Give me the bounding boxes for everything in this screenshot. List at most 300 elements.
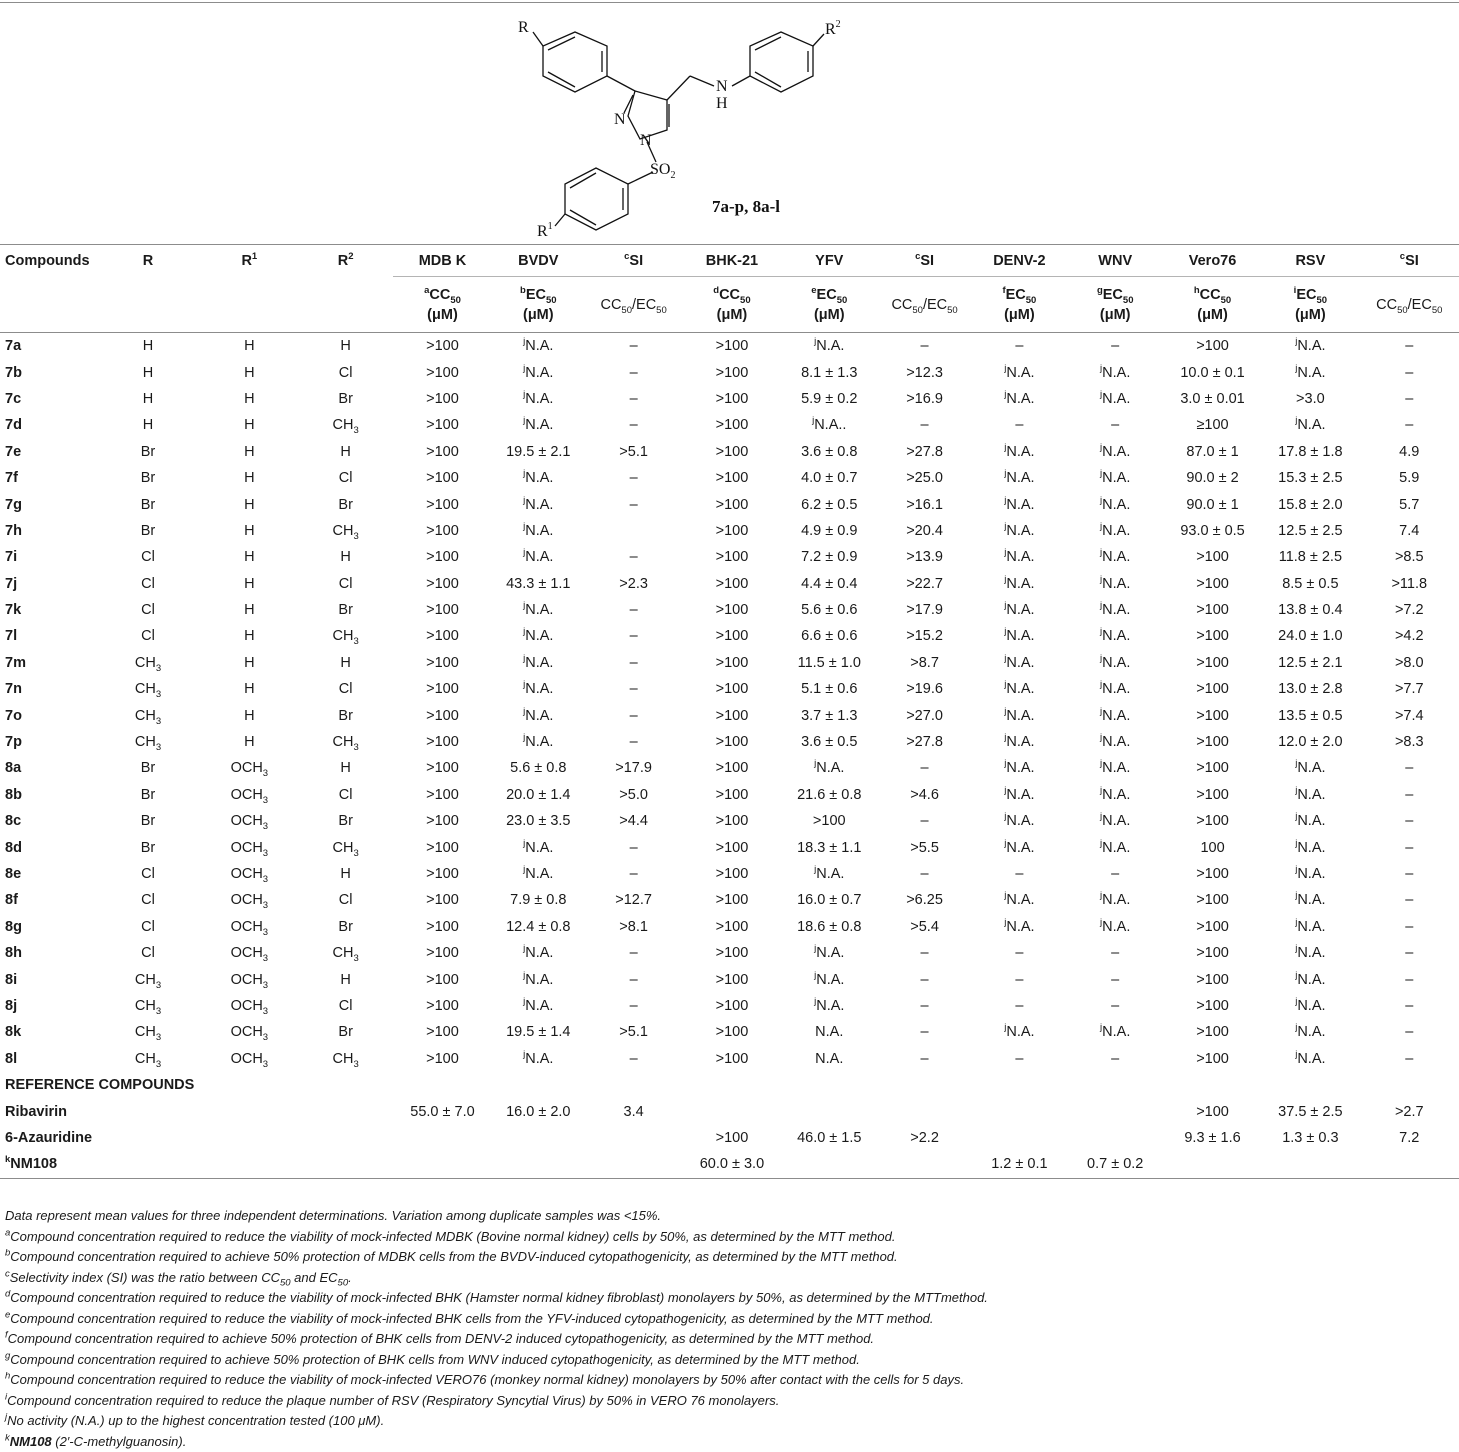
col-wnv: WNV: [1067, 245, 1164, 277]
table-cell: >100: [682, 571, 781, 597]
col-mdbk: MDB K: [393, 245, 491, 277]
atom-nh-h: H: [716, 95, 728, 112]
table-cell: >7.4: [1360, 702, 1459, 728]
table-cell: Br: [95, 465, 200, 491]
compound-id: 8i: [0, 966, 95, 992]
table-cell: $OCH_3$: [201, 914, 298, 940]
table-cell: $CH_3$: [95, 1046, 200, 1072]
table-cell: 3.6 ± 0.8: [782, 439, 877, 465]
atom-n2: N: [614, 111, 626, 128]
table-cell: $OCH_3$: [201, 755, 298, 781]
table-cell: Cl: [95, 861, 200, 887]
table-cell: $^j$N.A.: [1261, 834, 1359, 860]
table-cell: $^j$N.A.: [1261, 333, 1359, 360]
table-cell: $OCH_3$: [201, 1019, 298, 1045]
table-cell: >100: [1164, 1046, 1261, 1072]
table-cell: $^j$N.A.: [1067, 465, 1164, 491]
table-cell: $OCH_3$: [201, 993, 298, 1019]
table-cell: 3.7 ± 1.3: [782, 702, 877, 728]
table-cell: $^j$N.A.: [492, 623, 585, 649]
compound-id: 7o: [0, 702, 95, 728]
table-cell: –: [585, 386, 682, 412]
table-cell: $^j$N.A.: [1067, 914, 1164, 940]
table-cell: >100: [393, 676, 491, 702]
table-cell: [877, 1151, 972, 1178]
table-cell: –: [1360, 1019, 1459, 1045]
table-cell: $^j$N.A.: [782, 755, 877, 781]
table-cell: >100: [1164, 571, 1261, 597]
table-cell: $^j$N.A.: [492, 491, 585, 517]
table-cell: $^j$N.A.: [1261, 993, 1359, 1019]
table-cell: $^j$N.A..: [782, 412, 877, 438]
table-cell: >100: [682, 650, 781, 676]
table-cell: $^j$N.A.: [492, 834, 585, 860]
footnote-i: $^i$Compound concentration required to reduce the plaque number of RSV (Respiratory Syncytial Virus) by 50% in VERO 76 monolayers.: [5, 1391, 1455, 1412]
table-cell: >100: [393, 359, 491, 385]
table-cell: $^j$N.A.: [1261, 1019, 1359, 1045]
table-cell: [1261, 1151, 1359, 1178]
table-cell: 13.8 ± 0.4: [1261, 597, 1359, 623]
table-cell: Cl: [298, 359, 393, 385]
table-cell: –: [1067, 861, 1164, 887]
table-cell: H: [201, 650, 298, 676]
table-cell: >100: [682, 861, 781, 887]
table-cell: >100: [1164, 650, 1261, 676]
table-cell: 13.0 ± 2.8: [1261, 676, 1359, 702]
table-row: [0, 755, 1459, 781]
table-cell: $^j$N.A.: [492, 940, 585, 966]
table-row: [0, 914, 1459, 940]
table-cell: $^j$N.A.: [492, 412, 585, 438]
table-cell: 5.6 ± 0.8: [492, 755, 585, 781]
table-row: [0, 571, 1459, 597]
table-cell: Br: [298, 491, 393, 517]
table-cell: –: [877, 808, 972, 834]
table-cell: >100: [682, 412, 781, 438]
table-cell: $^j$N.A.: [1067, 386, 1164, 412]
table-cell: $^j$N.A.: [492, 650, 585, 676]
footnote-a: $^a$Compound concentration required to reduce the viability of mock-infected MDBK (Bovine normal kidney) cells by 50%, as determined by the MTT method.: [5, 1227, 1455, 1248]
table-cell: 6.2 ± 0.5: [782, 491, 877, 517]
table-cell: 19.5 ± 2.1: [492, 439, 585, 465]
table-cell: >5.1: [585, 439, 682, 465]
table-cell: –: [877, 1019, 972, 1045]
table-cell: >100: [782, 808, 877, 834]
compound-id: 8b: [0, 782, 95, 808]
table-cell: >100: [393, 544, 491, 570]
col-si-1: $^c$SI: [585, 245, 682, 277]
table-cell: –: [585, 676, 682, 702]
table-cell: Cl: [298, 993, 393, 1019]
table-cell: >100: [393, 887, 491, 913]
atom-nh-n: N: [716, 78, 728, 95]
table-cell: $^j$N.A.: [972, 518, 1066, 544]
table-cell: 55.0 ± 7.0: [393, 1098, 491, 1124]
table-row: [0, 702, 1459, 728]
table-cell: H: [201, 544, 298, 570]
table-cell: [393, 1151, 491, 1178]
table-cell: 5.6 ± 0.6: [782, 597, 877, 623]
table-cell: –: [1067, 1046, 1164, 1072]
table-cell: [298, 1151, 393, 1178]
table-cell: [201, 1125, 298, 1151]
table-cell: >2.7: [1360, 1098, 1459, 1124]
table-cell: >8.1: [585, 914, 682, 940]
table-cell: H: [298, 650, 393, 676]
compound-id: 8j: [0, 993, 95, 1019]
table-cell: >100: [393, 729, 491, 755]
compound-id: 7l: [0, 623, 95, 649]
table-cell: $CH_3$: [298, 1046, 393, 1072]
table-cell: $^j$N.A.: [1261, 966, 1359, 992]
table-cell: [585, 1151, 682, 1178]
table-cell: Cl: [298, 782, 393, 808]
table-cell: $^j$N.A.: [492, 1046, 585, 1072]
table-row: [0, 940, 1459, 966]
table-cell: –: [972, 861, 1066, 887]
table-cell: 60.0 ± 3.0: [682, 1151, 781, 1178]
table-cell: $CH_3$: [298, 940, 393, 966]
antiviral-activity-table: [0, 244, 1459, 1179]
table-cell: >100: [393, 597, 491, 623]
table-cell: >100: [1164, 623, 1261, 649]
table-cell: –: [585, 834, 682, 860]
table-cell: $OCH_3$: [201, 887, 298, 913]
table-cell: $^j$N.A.: [972, 808, 1066, 834]
table-row: [0, 386, 1459, 412]
table-cell: Cl: [95, 597, 200, 623]
table-cell: [1164, 1151, 1261, 1178]
table-cell: –: [877, 861, 972, 887]
table-cell: Cl: [95, 544, 200, 570]
table-cell: –: [1360, 333, 1459, 360]
table-cell: $^j$N.A.: [782, 993, 877, 1019]
reference-name: 6-Azauridine: [0, 1125, 95, 1151]
table-cell: [585, 1125, 682, 1151]
table-cell: 4.9 ± 0.9: [782, 518, 877, 544]
table-cell: [298, 1125, 393, 1151]
table-cell: >100: [682, 1046, 781, 1072]
table-cell: $^j$N.A.: [1067, 597, 1164, 623]
table-cell: >25.0: [877, 465, 972, 491]
table-cell: –: [877, 940, 972, 966]
table-cell: >100: [1164, 887, 1261, 913]
table-cell: –: [1360, 966, 1459, 992]
table-cell: $^j$N.A.: [1067, 808, 1164, 834]
compound-id: 8k: [0, 1019, 95, 1045]
footnote-j: $^j$No activity (N.A.) up to the highest concentration tested (100 μM).: [5, 1411, 1455, 1432]
table-cell: >100: [393, 491, 491, 517]
table-cell: $^j$N.A.: [972, 887, 1066, 913]
table-cell: >11.8: [1360, 571, 1459, 597]
table-cell: >100: [1164, 782, 1261, 808]
table-cell: [682, 1098, 781, 1124]
table-cell: 7.9 ± 0.8: [492, 887, 585, 913]
compound-id: 8c: [0, 808, 95, 834]
table-cell: >100: [682, 386, 781, 412]
table-cell: $^j$N.A.: [1067, 439, 1164, 465]
table-cell: H: [298, 333, 393, 360]
table-cell: $^j$N.A.: [1067, 650, 1164, 676]
table-cell: Br: [95, 439, 200, 465]
table-cell: >3.0: [1261, 386, 1359, 412]
table-cell: Cl: [95, 887, 200, 913]
col-r: R: [95, 245, 200, 277]
compound-id: 8f: [0, 887, 95, 913]
table-cell: 46.0 ± 1.5: [782, 1125, 877, 1151]
table-cell: >6.25: [877, 887, 972, 913]
table-cell: 0.7 ± 0.2: [1067, 1151, 1164, 1178]
table-cell: Cl: [298, 465, 393, 491]
reference-row: [0, 1151, 1459, 1178]
table-cell: Br: [298, 702, 393, 728]
table-cell: H: [201, 518, 298, 544]
reference-compounds-header: [0, 1072, 1459, 1098]
table-cell: –: [1067, 940, 1164, 966]
table-cell: $OCH_3$: [201, 782, 298, 808]
table-cell: –: [972, 1046, 1066, 1072]
compound-id: 8h: [0, 940, 95, 966]
table-cell: $CH_3$: [298, 518, 393, 544]
table-cell: >16.1: [877, 491, 972, 517]
table-cell: >100: [393, 650, 491, 676]
table-row: [0, 359, 1459, 385]
sub-bvdv-ec50: $^bEC_{50}$ (μM): [492, 277, 585, 333]
table-cell: 19.5 ± 1.4: [492, 1019, 585, 1045]
table-cell: $^j$N.A.: [492, 333, 585, 360]
table-cell: H: [95, 386, 200, 412]
table-cell: >100: [1164, 1098, 1261, 1124]
table-cell: 1.3 ± 0.3: [1261, 1125, 1359, 1151]
table-cell: >100: [682, 544, 781, 570]
footnote-g: $^g$Compound concentration required to achieve 50% protection of BHK cells from WNV induced cytopathogenicity, as determined by the MTT method.: [5, 1350, 1455, 1371]
table-cell: –: [1067, 412, 1164, 438]
table-cell: >100: [1164, 544, 1261, 570]
table-cell: H: [298, 966, 393, 992]
table-row: [0, 412, 1459, 438]
table-cell: $^j$N.A.: [1261, 808, 1359, 834]
table-cell: Br: [95, 808, 200, 834]
table-cell: $^j$N.A.: [492, 386, 585, 412]
table-cell: 7.2 ± 0.9: [782, 544, 877, 570]
table-cell: $OCH_3$: [201, 1046, 298, 1072]
table-cell: –: [1360, 412, 1459, 438]
table-cell: >100: [682, 702, 781, 728]
table-cell: [782, 1098, 877, 1124]
table-cell: >100: [1164, 702, 1261, 728]
table-cell: 24.0 ± 1.0: [1261, 623, 1359, 649]
table-cell: 23.0 ± 3.5: [492, 808, 585, 834]
table-cell: 12.5 ± 2.1: [1261, 650, 1359, 676]
table-cell: –: [877, 993, 972, 1019]
sub-yfv-ec50: $^eEC_{50}$ (μM): [782, 277, 877, 333]
table-cell: $^j$N.A.: [1067, 702, 1164, 728]
table-cell: >100: [682, 1019, 781, 1045]
table-cell: N.A.: [782, 1046, 877, 1072]
table-cell: [972, 1098, 1066, 1124]
table-cell: –: [1067, 333, 1164, 360]
table-row: [0, 887, 1459, 913]
table-cell: >100: [682, 623, 781, 649]
table-cell: –: [877, 1046, 972, 1072]
compound-id: 7a: [0, 333, 95, 360]
table-cell: $CH_3$: [95, 676, 200, 702]
table-cell: >15.2: [877, 623, 972, 649]
table-cell: $^j$N.A.: [782, 861, 877, 887]
table-cell: –: [1360, 808, 1459, 834]
table-cell: >20.4: [877, 518, 972, 544]
table-cell: $^j$N.A.: [972, 597, 1066, 623]
table-cell: >100: [393, 518, 491, 544]
table-cell: 3.6 ± 0.5: [782, 729, 877, 755]
table-cell: >100: [393, 808, 491, 834]
table-cell: 3.4: [585, 1098, 682, 1124]
table-cell: –: [1360, 1046, 1459, 1072]
header-row-1: [0, 245, 1459, 277]
table-cell: Br: [298, 808, 393, 834]
table-cell: [393, 1125, 491, 1151]
table-cell: >2.2: [877, 1125, 972, 1151]
table-cell: –: [1360, 386, 1459, 412]
table-cell: –: [877, 333, 972, 360]
table-cell: $^j$N.A.: [782, 966, 877, 992]
col-rsv: RSV: [1261, 245, 1359, 277]
table-cell: –: [877, 412, 972, 438]
table-cell: >100: [1164, 861, 1261, 887]
table-cell: –: [585, 940, 682, 966]
table-cell: >100: [682, 518, 781, 544]
table-cell: H: [95, 359, 200, 385]
table-cell: –: [972, 333, 1066, 360]
table-cell: 12.5 ± 2.5: [1261, 518, 1359, 544]
sub-denv-ec50: $^fEC_{50}$ (μM): [972, 277, 1066, 333]
table-cell: [298, 1098, 393, 1124]
table-cell: –: [1360, 993, 1459, 1019]
table-cell: Br: [298, 597, 393, 623]
table-cell: 87.0 ± 1: [1164, 439, 1261, 465]
structure-drawing: [0, 4, 1459, 244]
table-cell: 20.0 ± 1.4: [492, 782, 585, 808]
table-cell: H: [201, 676, 298, 702]
col-r2: $R^2$: [298, 245, 393, 277]
table-cell: >100: [682, 729, 781, 755]
table-cell: $^j$N.A.: [972, 623, 1066, 649]
table-cell: $CH_3$: [298, 834, 393, 860]
table-cell: $CH_3$: [95, 993, 200, 1019]
table-row: [0, 597, 1459, 623]
table-cell: 13.5 ± 0.5: [1261, 702, 1359, 728]
sub-si3-ratio: $CC_{50}/EC_{50}$: [1360, 277, 1459, 333]
table-cell: 7.2: [1360, 1125, 1459, 1151]
footnote-intro: Data represent mean values for three independent determinations. Variation among duplicate samples was <15%.: [5, 1206, 1455, 1227]
table-cell: >4.6: [877, 782, 972, 808]
table-cell: –: [585, 861, 682, 887]
table-cell: >100: [682, 782, 781, 808]
atom-r2: $R^2$: [825, 19, 841, 38]
compound-id: 7j: [0, 571, 95, 597]
table-cell: >12.7: [585, 887, 682, 913]
table-cell: >100: [393, 439, 491, 465]
table-cell: –: [585, 966, 682, 992]
table-cell: –: [877, 966, 972, 992]
table-cell: $^j$N.A.: [1067, 518, 1164, 544]
table-cell: $CH_3$: [95, 1019, 200, 1045]
col-yfv: YFV: [782, 245, 877, 277]
table-cell: H: [201, 412, 298, 438]
table-cell: $OCH_3$: [201, 966, 298, 992]
compound-id: 7e: [0, 439, 95, 465]
reference-row: [0, 1098, 1459, 1124]
table-cell: $^j$N.A.: [1067, 623, 1164, 649]
table-cell: $^j$N.A.: [972, 544, 1066, 570]
table-cell: >100: [393, 755, 491, 781]
table-cell: N.A.: [782, 1019, 877, 1045]
table-cell: $CH_3$: [95, 702, 200, 728]
table-cell: –: [585, 359, 682, 385]
table-cell: >27.8: [877, 729, 972, 755]
table-cell: >100: [682, 1125, 781, 1151]
table-cell: –: [585, 623, 682, 649]
table-cell: 11.5 ± 1.0: [782, 650, 877, 676]
table-cell: H: [201, 465, 298, 491]
table-row: [0, 333, 1459, 360]
table-row: [0, 782, 1459, 808]
compound-id: 7k: [0, 597, 95, 623]
table-cell: >5.5: [877, 834, 972, 860]
table-cell: Br: [298, 386, 393, 412]
table-cell: >8.3: [1360, 729, 1459, 755]
table-cell: 16.0 ± 2.0: [492, 1098, 585, 1124]
table-cell: –: [585, 597, 682, 623]
table-cell: $^j$N.A.: [1261, 1046, 1359, 1072]
table-cell: >100: [393, 386, 491, 412]
section-title: REFERENCE COMPOUNDS: [0, 1072, 1459, 1098]
compound-id: 8d: [0, 834, 95, 860]
table-cell: Br: [95, 755, 200, 781]
table-cell: >100: [393, 1019, 491, 1045]
table-cell: $^j$N.A.: [782, 333, 877, 360]
table-cell: H: [95, 333, 200, 360]
table-cell: Cl: [298, 887, 393, 913]
col-vero76: Vero76: [1164, 245, 1261, 277]
table-cell: $CH_3$: [298, 729, 393, 755]
table-cell: >100: [393, 623, 491, 649]
table-cell: $^j$N.A.: [492, 861, 585, 887]
table-cell: $^j$N.A.: [972, 782, 1066, 808]
table-cell: –: [585, 412, 682, 438]
table-cell: $CH_3$: [95, 966, 200, 992]
footnote-e: $^e$Compound concentration required to reduce the viability of mock-infected BHK cells from the YFV-induced cytopathogenicity, as determined by the MTT method.: [5, 1309, 1455, 1330]
table-cell: $^j$N.A.: [1261, 861, 1359, 887]
table-cell: $^j$N.A.: [1067, 571, 1164, 597]
table-row: [0, 544, 1459, 570]
table-cell: $^j$N.A.: [972, 571, 1066, 597]
footnote-k: $^k$NM108 (2′-C-methylguanosin).: [5, 1432, 1455, 1452]
table-row: [0, 993, 1459, 1019]
table-cell: H: [201, 571, 298, 597]
table-cell: >8.7: [877, 650, 972, 676]
table-cell: $CH_3$: [298, 623, 393, 649]
table-cell: $^j$N.A.: [1067, 887, 1164, 913]
table-cell: Cl: [95, 623, 200, 649]
table-cell: >100: [1164, 1019, 1261, 1045]
table-cell: >4.2: [1360, 623, 1459, 649]
table-cell: H: [201, 702, 298, 728]
table-cell: H: [201, 439, 298, 465]
table-cell: [95, 1125, 200, 1151]
compound-id: 7p: [0, 729, 95, 755]
table-cell: [492, 1151, 585, 1178]
